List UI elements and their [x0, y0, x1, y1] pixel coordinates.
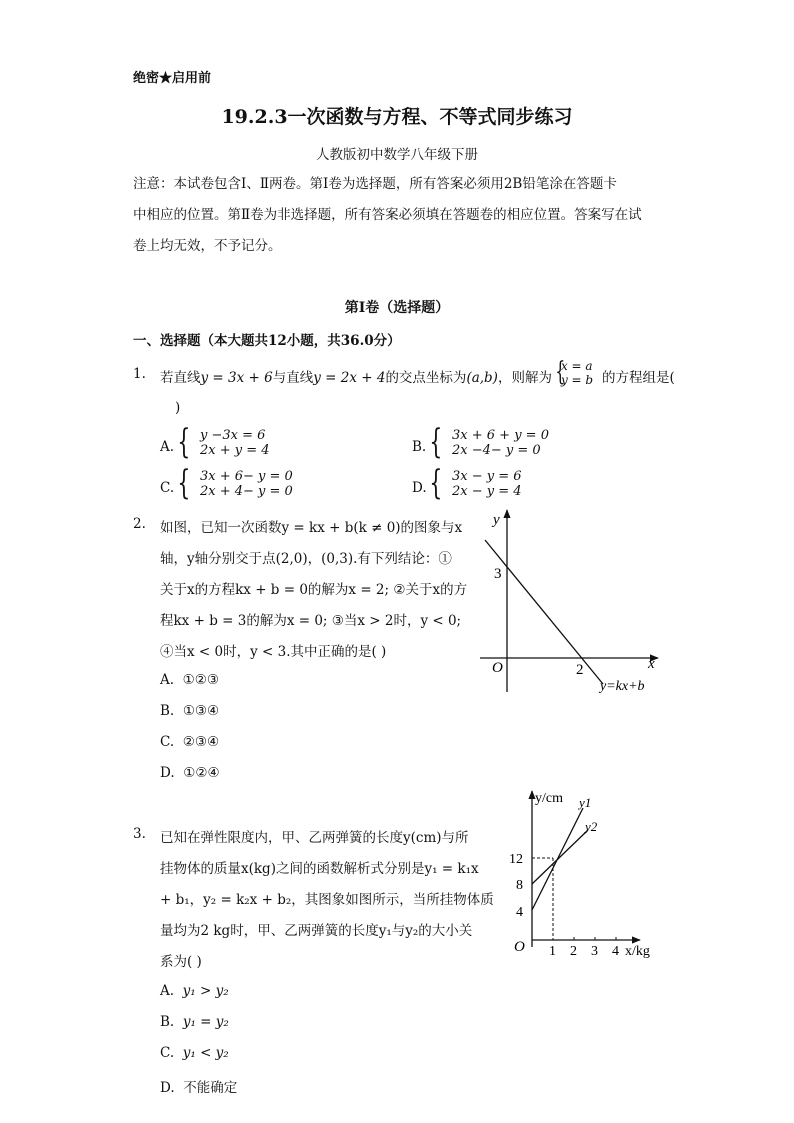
q1-text-c: 的交点坐标为	[385, 370, 467, 386]
q3-option-b-text: y₁ = y₂	[182, 1014, 229, 1030]
q3-option-d-label: D.	[160, 1080, 175, 1096]
q3-option-a-label: A.	[160, 983, 175, 999]
q2-option-d-label: D.	[160, 765, 175, 781]
q3-line-4: 量均为2 kg时，甲、乙两弹簧的长度y₁与y₂的大小关	[160, 923, 473, 939]
notice-line-3: 卷上均无效，不予记分。	[133, 238, 282, 254]
q1-stem	[160, 357, 675, 387]
q2-line-3: 关于x的方程kx + b = 0的解为x = 2; ②关于x的方	[160, 582, 468, 598]
q1-text-e: 的方程组是(	[601, 370, 675, 386]
q1-option-b-line1: 3x + 6 + y = 0	[452, 428, 549, 443]
q2-y-axis-label: y	[493, 512, 500, 528]
q1-option-a-brace: {	[177, 422, 191, 462]
page-title: 19.2.3一次函数与方程、不等式同步练习	[221, 106, 573, 128]
q2-x-axis-label: x	[648, 656, 655, 672]
q3-line-3: + b₁，y₂ = k₂x + b₂，其图象如图所示，当所挂物体质	[160, 892, 494, 908]
q1-text-b: 与直线	[272, 370, 314, 386]
q3-option-c-text: y₁ < y₂	[182, 1045, 229, 1061]
q2-number: 2.	[133, 516, 146, 532]
q2-line-5: ④当x < 0时，y < 3.其中正确的是( )	[160, 644, 387, 660]
notice-line-1: 注意：本试卷包含Ⅰ、Ⅱ两卷。第Ⅰ卷为选择题，所有答案必须用2B铅笔涂在答题卡	[133, 176, 617, 192]
q3-x-tick-label-2: 2	[570, 944, 577, 959]
q3-y-tick-4: 4	[516, 905, 523, 920]
q3-x-axis-label: x/kg	[625, 944, 650, 959]
q1-solution-system: { x = a y = b	[555, 357, 594, 387]
q2-option-a-label: A.	[160, 672, 175, 688]
q3-option-a-text: y₁ > y₂	[182, 983, 229, 999]
page-subtitle: 人教版初中数学八年级下册	[316, 147, 478, 163]
q1-text-d: ，则解为	[497, 370, 552, 386]
q1-point: (a,b)	[466, 370, 498, 386]
q1-eq2: y = 2x + 4	[313, 370, 386, 386]
q1-paren-close: )	[175, 400, 181, 416]
q2-option-a[interactable]	[160, 672, 219, 688]
q1-sol-line1: x = a	[560, 359, 593, 373]
q1-sol-line2: y = b	[560, 373, 594, 387]
q3-y2-line	[532, 830, 588, 884]
q3-option-d[interactable]	[160, 1076, 237, 1096]
q3-y1-label: y1	[579, 795, 592, 810]
q1-option-d-label: D.	[412, 480, 427, 496]
q3-line-1: 已知在弹性限度内，甲、乙两弹簧的长度y(cm)与所	[160, 830, 469, 846]
q2-line-2: 轴，y轴分别交于点(2,0)，(0,3).有下列结论：①	[160, 551, 452, 567]
q3-option-c[interactable]	[160, 1045, 229, 1061]
q2-x-intercept-label: 2	[576, 662, 584, 678]
notice-line-2: 中相应的位置。第Ⅱ卷为非选择题，所有答案必须填在答题卷的相应位置。答案写在试	[133, 207, 642, 223]
q3-y-tick-8: 8	[516, 878, 523, 893]
q3-x-tick-label-1: 1	[549, 944, 556, 959]
q1-option-b-label: B.	[412, 439, 427, 455]
q2-line-4: 程kx + b = 3的解为x = 0; ③当x > 2时，y < 0;	[160, 613, 462, 629]
q3-line-5: 系为( )	[160, 954, 202, 970]
q2-graph	[470, 500, 670, 700]
q3-option-c-label: C.	[160, 1045, 175, 1061]
q3-origin-label: O	[514, 939, 525, 955]
q3-option-a[interactable]	[160, 983, 229, 999]
q3-option-b-label: B.	[160, 1014, 175, 1030]
q3-y-tick-12: 12	[509, 852, 523, 867]
q1-option-b-brace: {	[429, 422, 443, 462]
q3-number: 3.	[133, 826, 146, 842]
secret-label: 绝密★启用前	[133, 71, 212, 86]
q2-y-intercept-label: 3	[494, 566, 502, 582]
q2-option-d[interactable]	[160, 765, 220, 781]
q2-option-c-text: ②③④	[182, 734, 220, 750]
q2-option-c-label: C.	[160, 734, 175, 750]
q2-origin-label: O	[492, 660, 503, 676]
q1-number: 1.	[133, 366, 146, 382]
q3-graph	[505, 785, 670, 965]
q1-option-c-line1: 3x + 6− y = 0	[200, 469, 293, 484]
q1-option-a-label: A.	[160, 439, 175, 455]
q1-option-c-label: C.	[160, 480, 175, 496]
q3-y2-label: y2	[585, 819, 598, 834]
q1-option-a-line1: y −3x = 6	[200, 428, 266, 443]
q2-line-label: y=kx+b	[600, 679, 645, 694]
q2-option-b[interactable]	[160, 703, 219, 719]
q1-option-c-line2: 2x + 4− y = 0	[200, 484, 293, 499]
q2-option-b-text: ①③④	[182, 703, 220, 719]
section-title: 第Ⅰ卷（选择题）	[344, 300, 450, 316]
q1-option-d-line1: 3x − y = 6	[452, 469, 522, 484]
q1-option-b-line2: 2x −4− y = 0	[452, 443, 541, 458]
q1-option-c-brace: {	[177, 463, 191, 503]
q3-x-tick-label-4: 4	[612, 944, 619, 959]
q2-option-d-text: ①②④	[183, 765, 220, 781]
q2-option-b-label: B.	[160, 703, 175, 719]
q1-eq1: y = 3x + 6	[200, 370, 273, 386]
q2-option-a-text: ①②③	[182, 672, 219, 688]
q3-y-axis-label: y/cm	[535, 791, 563, 806]
section-heading: 一、选择题（本大题共12小题，共36.0分）	[133, 333, 401, 349]
q1-option-a-line2: 2x + y = 4	[200, 443, 270, 458]
q1-text-a: 若直线	[160, 370, 201, 386]
q2-line-1: 如图，已知一次函数y = kx + b(k ≠ 0)的图象与x	[160, 520, 463, 536]
q3-option-d-text: 不能确定	[183, 1080, 238, 1096]
q1-option-d-line2: 2x − y = 4	[452, 484, 522, 499]
q3-x-tick-label-3: 3	[591, 944, 598, 959]
q3-line-2: 挂物体的质量x(kg)之间的函数解析式分别是y₁ = k₁x	[160, 861, 479, 877]
q1-option-d-brace: {	[429, 463, 443, 503]
q2-option-c[interactable]	[160, 734, 219, 750]
q3-option-b[interactable]	[160, 1014, 229, 1030]
